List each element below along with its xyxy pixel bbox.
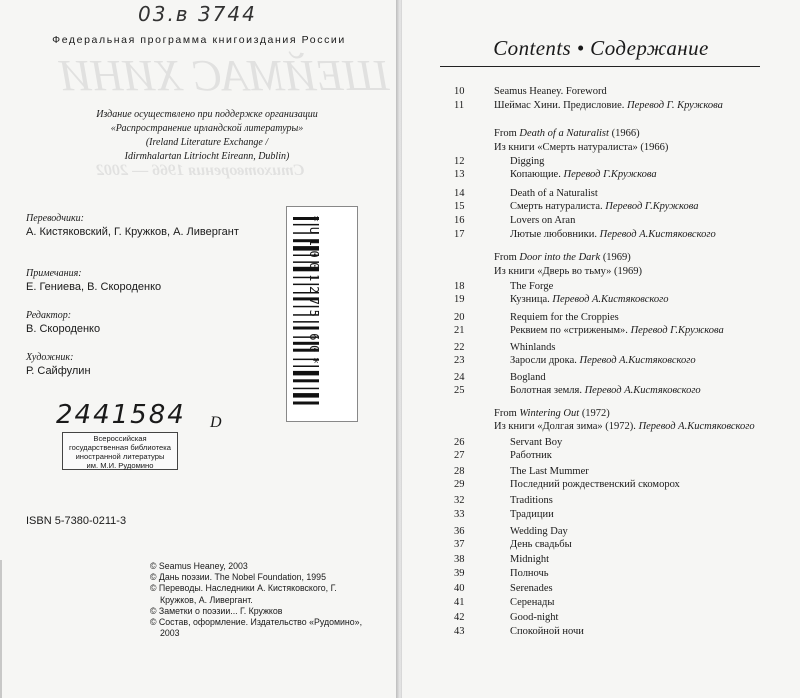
toc-entry-text: [494, 127, 640, 140]
toc-page-number: 13: [454, 169, 465, 180]
credit-names: Р. Сайфулин: [26, 365, 91, 377]
copyright-line: © Seamus Heaney, 2003: [150, 561, 248, 571]
toc-title: Lovers on Aran: [510, 215, 576, 226]
stamp-line: государственная библиотека: [69, 443, 171, 452]
toc-entry-text: [510, 228, 716, 241]
inventory-mark: D: [210, 414, 222, 431]
toc-page-number: 23: [454, 355, 465, 366]
toc-title: Из книги «Смерть натуралиста» (1966): [494, 142, 669, 153]
credit-artist: [26, 352, 91, 377]
toc-page-number: 26: [454, 437, 465, 448]
barcode-bars: [287, 207, 359, 423]
toc-title: Serenades: [510, 583, 553, 594]
toc-page-number: 32: [454, 495, 465, 506]
toc-page-number: 42: [454, 612, 465, 623]
toc-title: Кузница.: [510, 294, 550, 305]
support-note: [52, 108, 362, 164]
toc-title: Good-night: [510, 612, 559, 623]
toc-entry-text: [510, 354, 696, 367]
toc-title: Спокойной ночи: [510, 626, 584, 637]
toc-page-number: 36: [454, 526, 465, 537]
copyright-line: © Состав, оформление. Издательство «Рудомино», 2003: [150, 617, 363, 639]
toc-title: Серенады: [510, 597, 555, 608]
toc-title: День свадьбы: [510, 539, 572, 550]
pencil-mark: [0, 560, 16, 698]
toc-title: Последний рождественский скоморох: [510, 479, 680, 490]
toc-title: The Forge: [510, 281, 554, 292]
toc-prefix: From: [494, 252, 520, 263]
toc-entry-text: [510, 200, 698, 213]
copyright-block: [150, 561, 362, 639]
toc-title: Болотная земля.: [510, 385, 582, 396]
toc-page-number: 16: [454, 215, 465, 226]
toc-entry-text: [510, 611, 558, 624]
toc-translator: Перевод Г.Кружкова: [563, 169, 657, 180]
toc-prefix: From: [494, 128, 520, 139]
toc-title: Digging: [510, 156, 545, 167]
credit-names: В. Скороденко: [26, 323, 101, 335]
toc-book-title: Wintering Out: [519, 408, 580, 419]
isbn: ISBN 5-7380-0211-3: [26, 515, 127, 527]
toc-page-number: 15: [454, 201, 465, 212]
toc-entry-text: [510, 311, 619, 324]
toc-page-number: 12: [454, 156, 465, 167]
toc-entry-text: [494, 99, 723, 112]
toc-title: Из книги «Дверь во тьму» (1969): [494, 266, 643, 277]
toc-entry-text: [510, 508, 554, 521]
toc-page-number: 17: [454, 229, 465, 240]
toc-page-number: 25: [454, 385, 465, 396]
toc-translator: Перевод А.Кистяковского: [638, 421, 755, 432]
credit-translators: [26, 213, 239, 238]
toc-page-number: 22: [454, 342, 465, 353]
toc-title: Death of a Naturalist: [510, 188, 598, 199]
toc-page-number: 43: [454, 626, 465, 637]
contents-title: Contents • Содержание: [493, 36, 709, 60]
toc-page-number: 40: [454, 583, 465, 594]
toc-entry-text: [510, 465, 589, 478]
credit-role: Редактор:: [26, 310, 72, 321]
toc-entry-text: [510, 625, 584, 638]
toc-translator: Перевод А.Кистяковского: [552, 294, 669, 305]
title-rule: [440, 66, 760, 67]
toc-title: Копающие.: [510, 169, 561, 180]
copyright-line: © Дань поэзии. The Nobel Foundation, 1995: [150, 572, 326, 583]
program-title: Федеральная программа книгоиздания России: [52, 34, 346, 46]
toc-entry-text: [510, 293, 668, 306]
toc-title: Requiem for the Croppies: [510, 312, 619, 323]
toc-title: Полночь: [510, 568, 549, 579]
toc-entry-text: [510, 553, 549, 566]
toc-entry-text: [494, 251, 631, 264]
toc-entry-text: [510, 525, 568, 538]
toc-book-title: Death of a Naturalist: [519, 128, 609, 139]
toc-page-number: 41: [454, 597, 465, 608]
support-line: «Распространение ирландской литературы»: [110, 123, 304, 134]
toc-page-number: 14: [454, 188, 465, 199]
toc-title: Traditions: [510, 495, 553, 506]
toc-title: Реквием по «стриженым».: [510, 325, 628, 336]
toc-entry-text: [510, 538, 572, 551]
credit-role: Примечания:: [26, 268, 82, 279]
toc-title: Servant Boy: [510, 437, 563, 448]
support-line: Издание осуществлено при поддержке организации: [96, 109, 318, 120]
toc-page-number: 21: [454, 325, 465, 336]
toc-entry-text: [510, 155, 544, 168]
toc-page-number: 11: [454, 100, 465, 111]
toc-entry-text: [510, 324, 724, 337]
toc-page-number: 38: [454, 554, 465, 565]
toc-entry-text: [510, 478, 680, 491]
toc-entry-text: [510, 449, 552, 462]
inventory-number: 2441584: [56, 400, 186, 430]
toc-translator: Перевод А.Кистяковского: [579, 355, 696, 366]
toc-entry-text: [510, 280, 553, 293]
toc-title: Seamus Heaney. Foreword: [494, 86, 607, 97]
toc-entry-text: [510, 168, 657, 181]
toc-title: Bogland: [510, 372, 546, 383]
toc-title: The Last Mummer: [510, 466, 589, 477]
toc-title: Из книги «Долгая зима» (1972).: [494, 421, 636, 432]
toc-entry-text: [494, 420, 755, 433]
bleed-through-title: ШЕЙМАС ХИНИ: [60, 51, 390, 100]
library-stamp: [62, 432, 178, 470]
credit-editor: [26, 310, 100, 335]
toc-page-number: 20: [454, 312, 465, 323]
toc-translator: Перевод А.Кистяковского: [584, 385, 701, 396]
toc-entry-text: [510, 567, 549, 580]
toc-page-number: 27: [454, 450, 465, 461]
toc-entry-text: [510, 596, 554, 609]
toc-entry-text: [510, 384, 701, 397]
toc-title: Whinlands: [510, 342, 556, 353]
toc-entry-text: [510, 341, 556, 354]
toc-entry-text: [510, 371, 546, 384]
toc-entry-text: [494, 85, 607, 98]
barcode-text: *U1001275 60*: [307, 215, 321, 369]
toc-title: Традиции: [510, 509, 554, 520]
credit-notes: [26, 268, 161, 293]
toc-translator: Перевод Г. Кружкова: [627, 100, 723, 111]
stamp-line: иностранной литературы: [75, 452, 165, 461]
toc-title: Wedding Day: [510, 526, 568, 537]
toc-page-number: 39: [454, 568, 465, 579]
toc-entry-text: [510, 436, 562, 449]
toc-entry-text: [494, 407, 610, 420]
stamp-line: Всероссийская: [93, 434, 147, 443]
toc-title: Заросли дрока.: [510, 355, 577, 366]
toc-title: Смерть натуралиста.: [510, 201, 603, 212]
toc-year: (1966): [608, 128, 640, 139]
toc-entry-text: [494, 265, 642, 278]
toc-translator: Перевод Г.Кружкова: [630, 325, 724, 336]
toc-entry-text: [510, 582, 553, 595]
toc-entry-text: [510, 494, 553, 507]
toc-prefix: From: [494, 408, 520, 419]
toc-title: Шеймас Хини. Предисловие.: [494, 100, 625, 111]
toc-page-number: 33: [454, 509, 465, 520]
toc-page-number: 29: [454, 479, 465, 490]
toc-page-number: 19: [454, 294, 465, 305]
credit-names: А. Кистяковский, Г. Кружков, А. Ливергант: [26, 226, 239, 238]
toc-translator: Перевод А.Кистяковского: [599, 229, 716, 240]
bleed-through-subtitle: Стихотворения 1966 — 2002: [96, 162, 305, 179]
toc-page-number: 24: [454, 372, 465, 383]
toc-year: (1972): [579, 408, 610, 419]
toc-book-title: Door into the Dark: [519, 252, 601, 263]
copyright-line: © Заметки о поэзии... Г. Кружков: [150, 605, 283, 616]
toc-entry-text: [494, 141, 668, 154]
toc-title: Работник: [510, 450, 552, 461]
toc-translator: Перевод Г.Кружкова: [605, 201, 699, 212]
toc-year: (1969): [600, 252, 631, 263]
stamp-line: им. М.И. Рудомино: [86, 461, 154, 470]
toc-title: Лютые любовники.: [510, 229, 597, 240]
toc-title: Midnight: [510, 554, 550, 565]
toc-page-number: 18: [454, 281, 465, 292]
credit-role: Художник:: [26, 352, 74, 363]
support-line: (Ireland Literature Exchange /: [145, 137, 269, 148]
copyright-line: © Переводы. Наследники А. Кистяковского, Г. Кружков, А. Ливергант.: [150, 583, 337, 605]
toc-page-number: 37: [454, 539, 465, 550]
support-line: Idirmhalartan Litriocht Eireann, Dublin): [124, 151, 290, 162]
credit-names: Е. Гениева, В. Скороденко: [26, 281, 162, 293]
toc-page-number: 10: [454, 86, 465, 97]
toc-entry-text: [510, 187, 598, 200]
handwritten-catalog-number: 03.в 3744: [138, 2, 257, 26]
credit-role: Переводчики:: [26, 213, 85, 224]
library-barcode-label: [286, 206, 358, 422]
toc-entry-text: [510, 214, 575, 227]
toc-page-number: 28: [454, 466, 465, 477]
